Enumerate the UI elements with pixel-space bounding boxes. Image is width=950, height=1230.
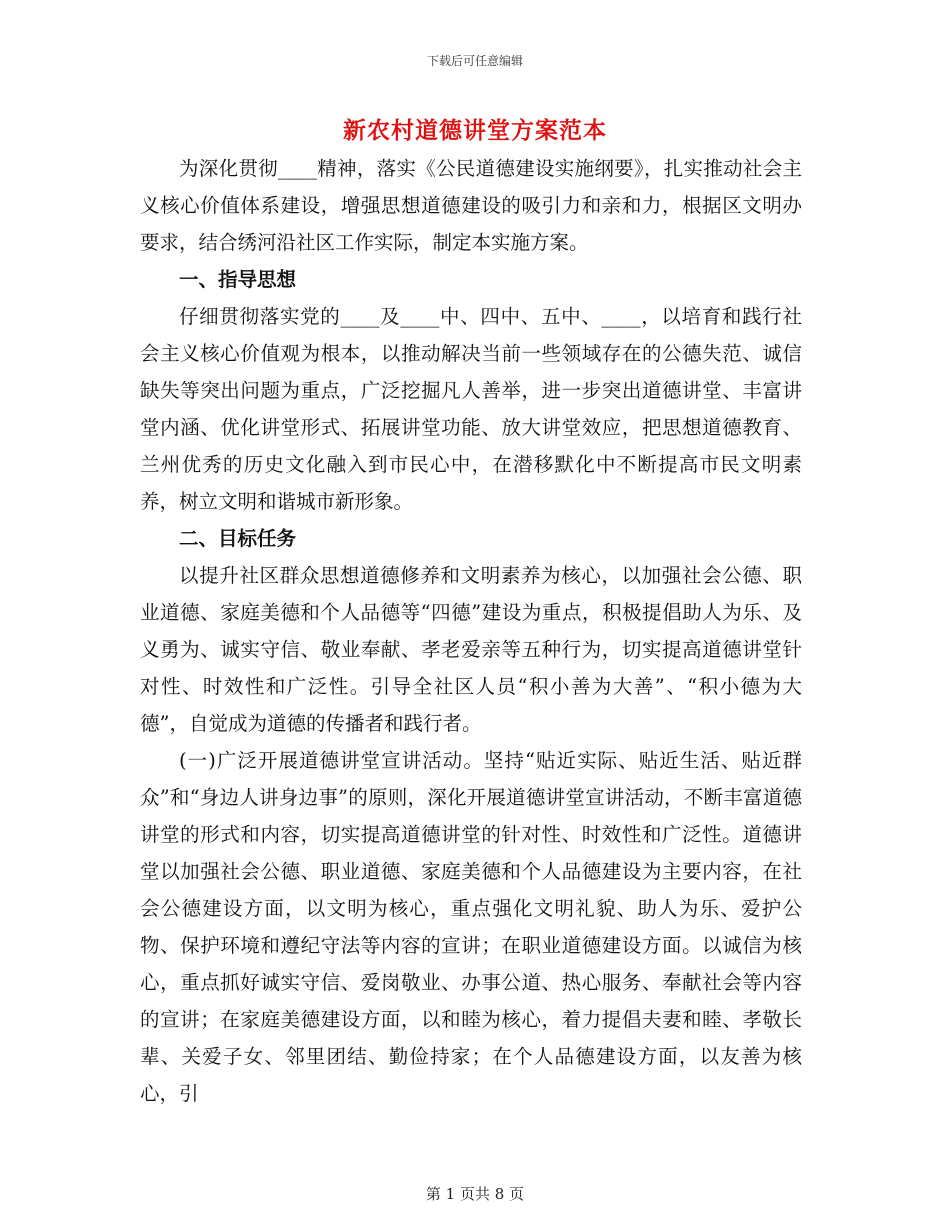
- intro-paragraph: 为深化贯彻____精神，落实《公民道德建设实施纲要》，扎实推动社会主义核心价值体系建设，增强思想道德建设的吸引力和亲和力，根据区文明办要求，结合绣河沿社区工作实际，制定本实施方案。: [140, 157, 802, 254]
- page-footer: 第 1 页共 8 页: [425, 1185, 525, 1203]
- page-header: 下载后可任意编辑: [426, 54, 523, 68]
- document-body: [140, 150, 802, 1112]
- section-heading-goals: 二、目标任务: [179, 527, 297, 550]
- goals-paragraph: 以提升社区群众思想道德修养和文明素养为核心，以加强社会公德、职业道德、家庭美德和个人品德等“四德”建设为重点，积极提倡助人为乐、及义勇为、诚实守信、敬业奉献、孝老爱亲等五种行为，切实提高道德讲堂针对性、时效性和广泛性。引导全社区人员“积小善为大善”、“积小德为大德”，自觉成为道德的传播者和践行者。: [140, 564, 802, 735]
- goals-item-1-paragraph: (一)广泛开展道德讲堂宣讲活动。坚持“贴近实际、贴近生活、贴近群众”和“身边人讲身边事”的原则，深化开展道德讲堂宣讲活动，不断丰富道德讲堂的形式和内容，切实提高道德讲堂的针对性、时效性和广泛性。道德讲堂以加强社会公德、职业道德、家庭美德和个人品德建设为主要内容，在社会公德建设方面，以文明为核心，重点强化文明礼貌、助人为乐、爱护公物、保护环境和遵纪守法等内容的宣讲；在职业道德建设方面。以诚信为核心，重点抓好诚实守信、爱岗敬业、办事公道、热心服务、奉献社会等内容的宣讲；在家庭美德建设方面，以和睦为核心，着力提倡夫妻和睦、孝敬长辈、关爱子女、邻里团结、勤俭持家；在个人品德建设方面，以友善为核心，引: [140, 749, 802, 1105]
- section-heading-guiding-thought: 一、指导思想: [179, 268, 297, 291]
- document-title: 新农村道德讲堂方案范本: [343, 117, 607, 144]
- guiding-thought-paragraph: 仔细贯彻落实党的____及____中、四中、五中、____，以培育和践行社会主义核心价值观为根本，以推动解决当前一些领域存在的公德失范、诚信缺失等突出问题为重点，广泛挖掘凡人善举，进一步突出道德讲堂、丰富讲堂内涵、优化讲堂形式、拓展讲堂功能、放大讲堂效应，把思想道德教育、兰州优秀的历史文化融入到市民心中，在潜移默化中不断提高市民文明素养，树立文明和谐城市新形象。: [140, 305, 802, 513]
